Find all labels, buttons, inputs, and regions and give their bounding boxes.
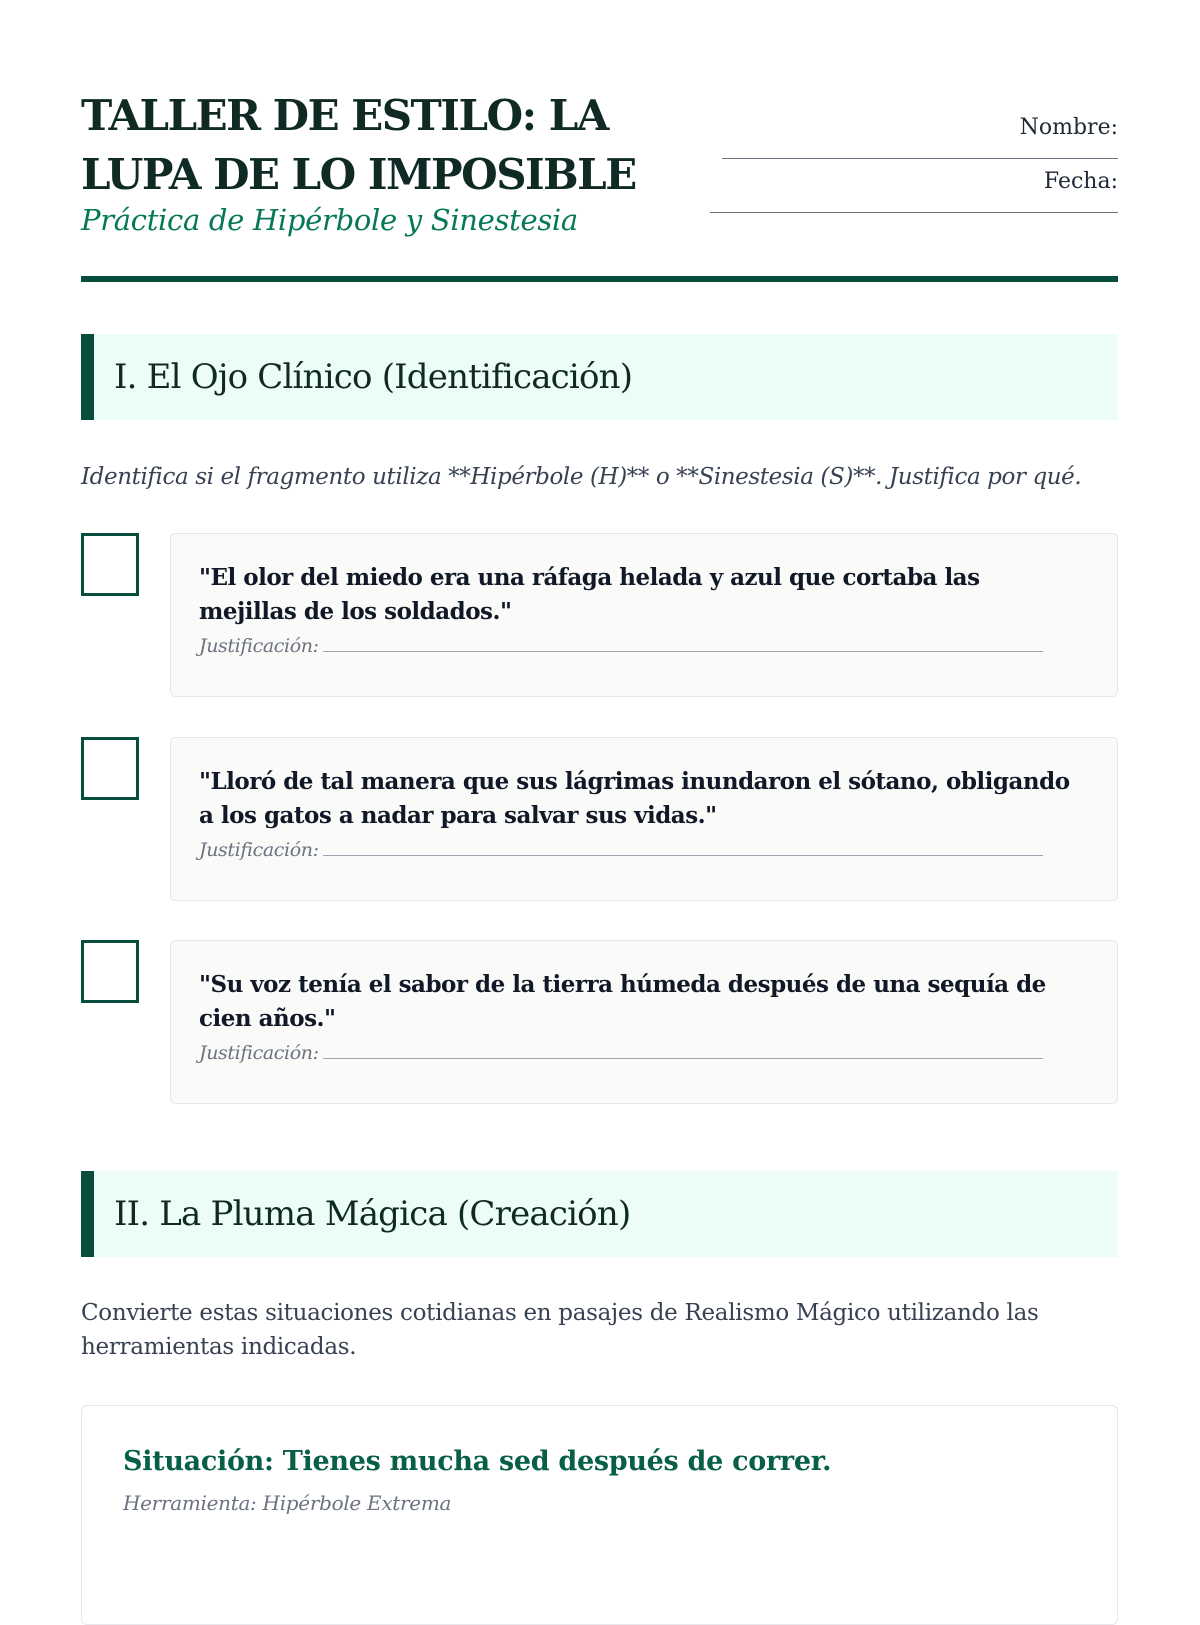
name-label: Nombre: bbox=[1019, 115, 1118, 140]
date-label: Fecha: bbox=[1043, 169, 1118, 194]
justification-label: Justificación: bbox=[199, 635, 319, 657]
section-heading-identification bbox=[81, 334, 1118, 420]
justification-field[interactable] bbox=[323, 635, 1043, 652]
quote-card bbox=[170, 737, 1118, 901]
quote-card bbox=[170, 533, 1118, 697]
worksheet-header bbox=[81, 0, 1118, 282]
situation-title: Situación: Tienes mucha sed después de correr. bbox=[123, 1446, 832, 1477]
quote-text: "Lloró de tal manera que sus lágrimas inundaron el sótano, obligando a los gatos a nadar para salvar sus vidas." bbox=[199, 768, 1070, 829]
page-subtitle: Práctica de Hipérbole y Sinestesia bbox=[81, 203, 578, 237]
exercise-item bbox=[81, 737, 1118, 901]
justification-label: Justificación: bbox=[199, 839, 319, 861]
justification-row bbox=[199, 635, 1089, 657]
justification-field[interactable] bbox=[323, 1042, 1043, 1059]
answer-box[interactable] bbox=[81, 533, 139, 596]
section-heading-text: II. La Pluma Mágica (Creación) bbox=[114, 1194, 631, 1234]
student-info bbox=[708, 115, 1118, 213]
section-instruction: Convierte estas situaciones cotidianas en pasajes de Realismo Mágico utilizando las herramientas indicadas. bbox=[81, 1300, 1039, 1360]
justification-field[interactable] bbox=[323, 839, 1043, 856]
answer-box[interactable] bbox=[81, 737, 139, 800]
tool-label: Herramienta: Hipérbole Extrema bbox=[123, 1491, 452, 1515]
justification-row bbox=[199, 839, 1089, 861]
section-heading-text: I. El Ojo Clínico (Identificación) bbox=[114, 357, 633, 397]
quote-text: "El olor del miedo era una ráfaga helada y azul que cortaba las mejillas de los soldados." bbox=[199, 564, 980, 625]
justification-row bbox=[199, 1042, 1089, 1064]
quote-card bbox=[170, 940, 1118, 1104]
quote-text: "Su voz tenía el sabor de la tierra húmeda después de una sequía de cien años." bbox=[199, 971, 1046, 1032]
situation-card bbox=[81, 1405, 1118, 1625]
exercise-item bbox=[81, 533, 1118, 697]
date-field[interactable] bbox=[710, 194, 1118, 213]
section-instruction: Identifica si el fragmento utiliza **Hipérbole (H)** o **Sinestesia (S)**. Justifica por qué. bbox=[81, 464, 1082, 490]
justification-label: Justificación: bbox=[199, 1042, 319, 1064]
name-field[interactable] bbox=[722, 140, 1118, 159]
answer-box[interactable] bbox=[81, 940, 139, 1003]
page-title: TALLER DE ESTILO: LA LUPA DE LO IMPOSIBLE bbox=[81, 91, 636, 199]
section-heading-creation bbox=[81, 1171, 1118, 1257]
exercise-item bbox=[81, 940, 1118, 1104]
